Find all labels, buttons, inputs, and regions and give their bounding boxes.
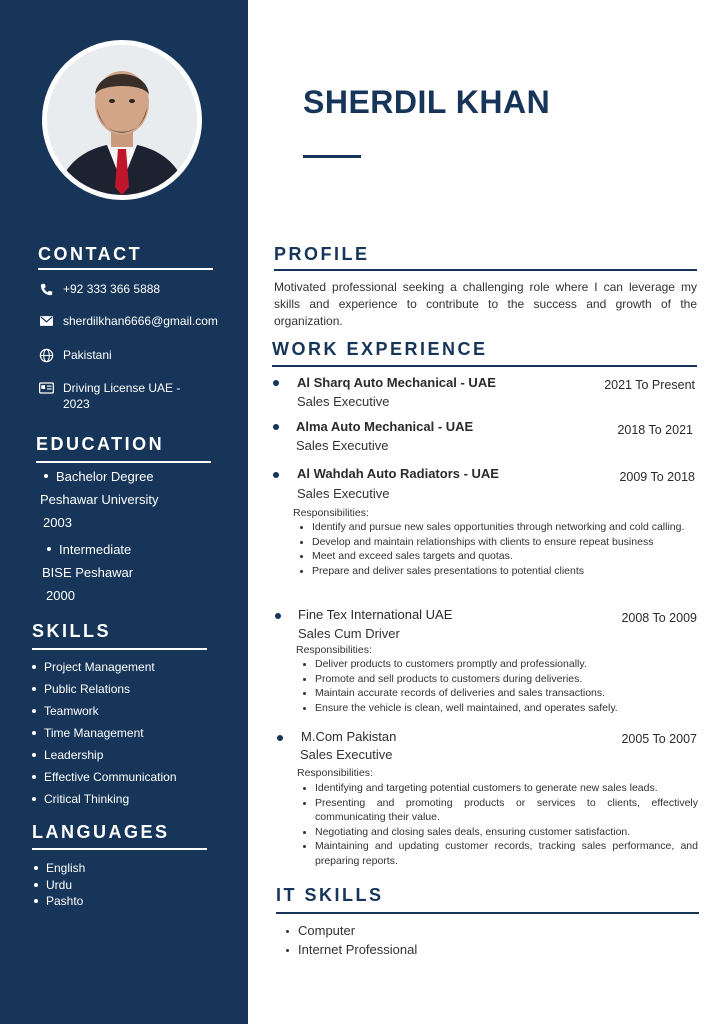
- job-company-5: M.Com Pakistan: [301, 729, 397, 744]
- education-heading: EDUCATION: [36, 434, 165, 454]
- skill-item: Leadership: [32, 747, 177, 769]
- education-institution-1: Peshawar University: [40, 492, 159, 507]
- education-institution-2: BISE Peshawar: [42, 565, 134, 580]
- resp-item: Maintaining and updating customer records, tracking sales performance, and preparing reports.: [303, 839, 698, 868]
- job-dates-2: 2018 To 2021: [617, 423, 693, 437]
- languages-heading: LANGUAGES: [32, 822, 170, 842]
- license-line1: Driving License UAE -: [63, 381, 181, 395]
- it-skills-heading: IT SKILLS: [276, 885, 384, 905]
- resp-item: Identify and pursue new sales opportunities through networking and cold calling.: [300, 520, 696, 535]
- education-year-1: 2003: [43, 515, 72, 530]
- it-skills-list: [286, 923, 417, 961]
- skill-item: Critical Thinking: [32, 791, 177, 813]
- languages-divider: [32, 848, 207, 850]
- skill-item: Project Management: [32, 659, 177, 681]
- resp-item: Presenting and promoting products or services to clients, effectively communicating their value.: [303, 796, 698, 825]
- job-bullet: [273, 424, 279, 430]
- candidate-name: SHERDIL KHAN: [303, 84, 551, 120]
- education-degree-2: [47, 542, 131, 558]
- profile-heading: PROFILE: [274, 244, 370, 264]
- skill-item: Teamwork: [32, 703, 177, 725]
- resp-item: Develop and maintain relationships with clients to ensure repeat business: [300, 535, 696, 550]
- resp-item: Promote and sell products to customers during deliveries.: [303, 672, 698, 687]
- phone-icon: [38, 282, 55, 296]
- job-bullet: [277, 735, 283, 741]
- email-text: sherdilkhan6666@gmail.com: [63, 314, 218, 328]
- contact-heading: CONTACT: [38, 244, 143, 264]
- job-company-2: Alma Auto Mechanical - UAE: [296, 419, 474, 434]
- resp-list-5: [303, 781, 698, 868]
- skill-item: Effective Communication: [32, 769, 177, 791]
- name-underline: [303, 155, 361, 158]
- resp-item: Deliver products to customers promptly and professionally.: [303, 657, 698, 672]
- bullet: [47, 547, 51, 551]
- envelope-icon: [38, 314, 55, 328]
- resp-item: Meet and exceed sales targets and quotas.: [300, 549, 696, 564]
- job-company-4: Fine Tex International UAE: [298, 607, 453, 622]
- resp-item: Ensure the vehicle is clean, well maintained, and operates safely.: [303, 701, 698, 716]
- job-dates-3: 2009 To 2018: [619, 470, 695, 484]
- resp-item: Maintain accurate records of deliveries and sales transactions.: [303, 686, 698, 701]
- profile-photo: [42, 40, 202, 200]
- profile-divider: [274, 269, 697, 271]
- resp-item: Negotiating and closing sales deals, ensuring customer satisfaction.: [303, 825, 698, 840]
- skill-item: Public Relations: [32, 681, 177, 703]
- job-title-2: Sales Executive: [296, 438, 389, 453]
- language-item: Pashto: [34, 893, 85, 910]
- job-title-3: Sales Executive: [297, 486, 390, 501]
- resp-label-5: Responsibilities:: [297, 767, 373, 779]
- job-company-1: Al Sharq Auto Mechanical - UAE: [297, 375, 496, 390]
- education-divider: [36, 461, 211, 463]
- it-skills-divider: [276, 912, 699, 914]
- resp-item: Prepare and deliver sales presentations to potential clients: [300, 564, 696, 579]
- resp-list-3: [300, 520, 696, 578]
- skills-list: [32, 659, 177, 813]
- work-heading: WORK EXPERIENCE: [272, 339, 488, 359]
- degree-text: Intermediate: [59, 542, 132, 557]
- contact-email: [38, 313, 218, 329]
- job-title-5: Sales Executive: [300, 747, 393, 762]
- skills-divider: [32, 648, 207, 650]
- job-dates-5: 2005 To 2007: [621, 732, 697, 746]
- work-divider: [272, 365, 697, 367]
- nationality-text: Pakistani: [63, 348, 112, 362]
- degree-text: Bachelor Degree: [56, 469, 154, 484]
- job-title-1: Sales Executive: [297, 394, 390, 409]
- id-card-icon: [38, 381, 55, 395]
- job-dates-1: 2021 To Present: [604, 378, 695, 392]
- language-item: Urdu: [34, 877, 85, 894]
- language-item: English: [34, 860, 85, 877]
- bullet: [44, 474, 48, 478]
- languages-list: [34, 860, 85, 910]
- resp-item: Identifying and targeting potential customers to generate new sales leads.: [303, 781, 698, 796]
- job-bullet: [275, 613, 281, 619]
- globe-icon: [38, 348, 55, 362]
- resp-label-3: Responsibilities:: [293, 507, 369, 519]
- it-skill-item: Internet Professional: [286, 942, 417, 961]
- job-bullet: [273, 380, 279, 386]
- profile-text: Motivated professional seeking a challenging role where I can leverage my skills and experience to contribute to the success and growth of the organization.: [274, 280, 697, 328]
- license-line2: 2023: [63, 397, 90, 411]
- contact-license: [38, 380, 180, 412]
- job-dates-4: 2008 To 2009: [621, 611, 697, 625]
- job-title-4: Sales Cum Driver: [298, 626, 400, 641]
- it-skill-item: Computer: [286, 923, 417, 942]
- phone-text: +92 333 366 5888: [63, 282, 161, 296]
- job-company-3: Al Wahdah Auto Radiators - UAE: [297, 466, 499, 481]
- education-degree-1: [44, 469, 154, 485]
- resp-label-4: Responsibilities:: [296, 644, 372, 656]
- skill-item: Time Management: [32, 725, 177, 747]
- sidebar: [0, 0, 248, 1024]
- contact-phone: [38, 281, 160, 297]
- skills-heading: SKILLS: [32, 621, 112, 641]
- resp-list-4: [303, 657, 698, 715]
- job-bullet: [273, 472, 279, 478]
- education-year-2: 2000: [46, 588, 75, 603]
- contact-divider: [38, 268, 213, 270]
- contact-nationality: [38, 347, 112, 363]
